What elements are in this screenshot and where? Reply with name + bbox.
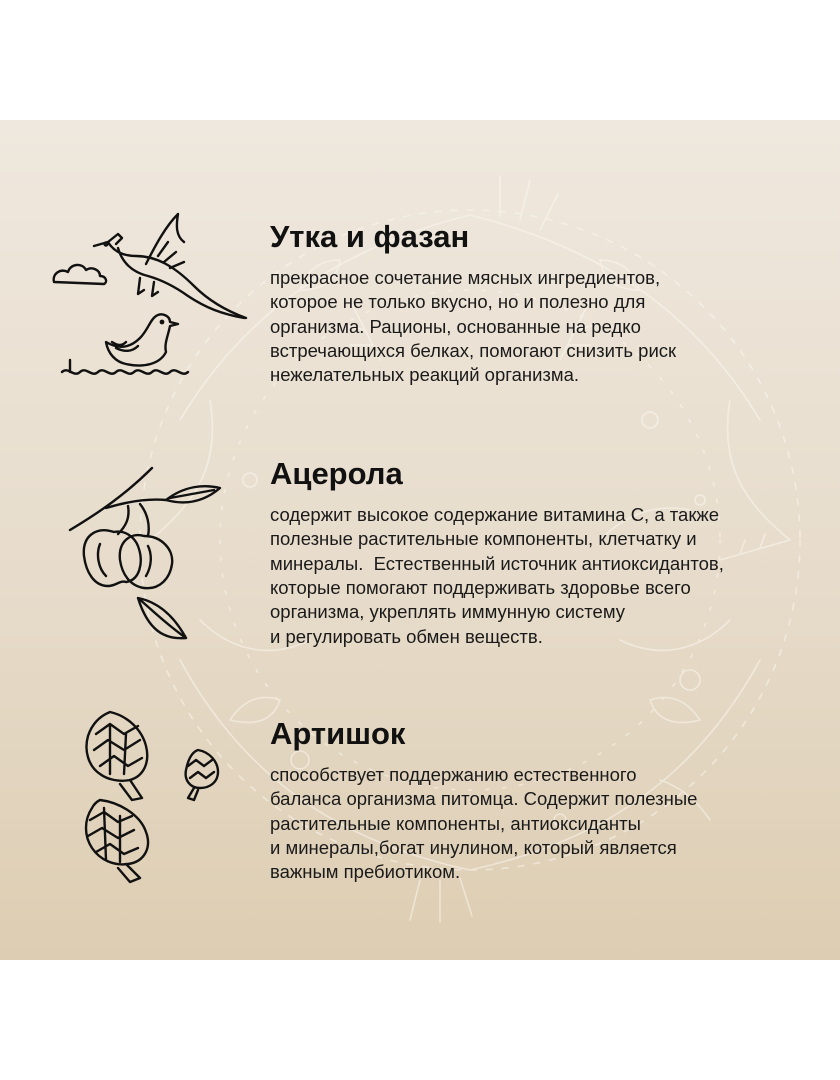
water-waves-icon xyxy=(62,360,188,374)
duck-pheasant-illustration xyxy=(50,208,250,388)
description-line: которое не только вкусно, но и полезно для xyxy=(270,291,646,313)
section-artichoke xyxy=(270,717,810,885)
content-panel xyxy=(0,120,840,960)
description-line: прекрасное сочетание мясных ингредиентов, xyxy=(270,267,661,289)
description-line: встречающихся белках, помогают снизить риск xyxy=(270,339,677,361)
description-line: полезные растительные компоненты, клетчатку и xyxy=(270,528,697,550)
description-line: которые помогают поддерживать здоровье всего xyxy=(270,576,691,598)
section-acerola xyxy=(270,457,810,649)
description-line: растительные компоненты, антиоксиданты xyxy=(270,812,641,834)
artichoke-illustration xyxy=(80,704,230,884)
acerola-branch-icon xyxy=(70,468,220,588)
description-line: организма. Рационы, основанные на редко xyxy=(270,315,641,337)
description-line: содержит высокое содержание витамина С, а также xyxy=(270,504,720,526)
description-line: организма, укреплять иммунную систему xyxy=(270,601,626,623)
artichoke-medium-icon xyxy=(86,800,148,882)
pheasant-icon xyxy=(94,214,246,318)
section-description xyxy=(270,763,810,884)
leaf-icon xyxy=(138,598,186,638)
description-line: способствует поддержанию естественного xyxy=(270,764,637,786)
artichoke-small-icon xyxy=(186,750,218,800)
artichoke-large-icon xyxy=(87,712,148,800)
section-description xyxy=(270,503,810,649)
section-duck-pheasant xyxy=(270,220,810,388)
description-line: баланса организма питомца. Содержит полезные xyxy=(270,788,698,810)
description-line: и минералы,богат инулином, который является xyxy=(270,836,677,858)
description-line: нежелательных реакций организма. xyxy=(270,364,580,386)
cloud-icon xyxy=(54,265,106,284)
description-line: минералы. Естественный источник антиоксидантов, xyxy=(270,552,724,574)
acerola-illustration xyxy=(66,460,226,645)
duck-icon xyxy=(106,314,178,365)
section-title: Артишок xyxy=(270,716,406,751)
section-title: Утка и фазан xyxy=(270,219,470,254)
section-description xyxy=(270,266,810,387)
description-line: важным пребиотиком. xyxy=(270,861,461,883)
section-title: Ацерола xyxy=(270,456,403,491)
description-line: и регулировать обмен веществ. xyxy=(270,625,543,647)
